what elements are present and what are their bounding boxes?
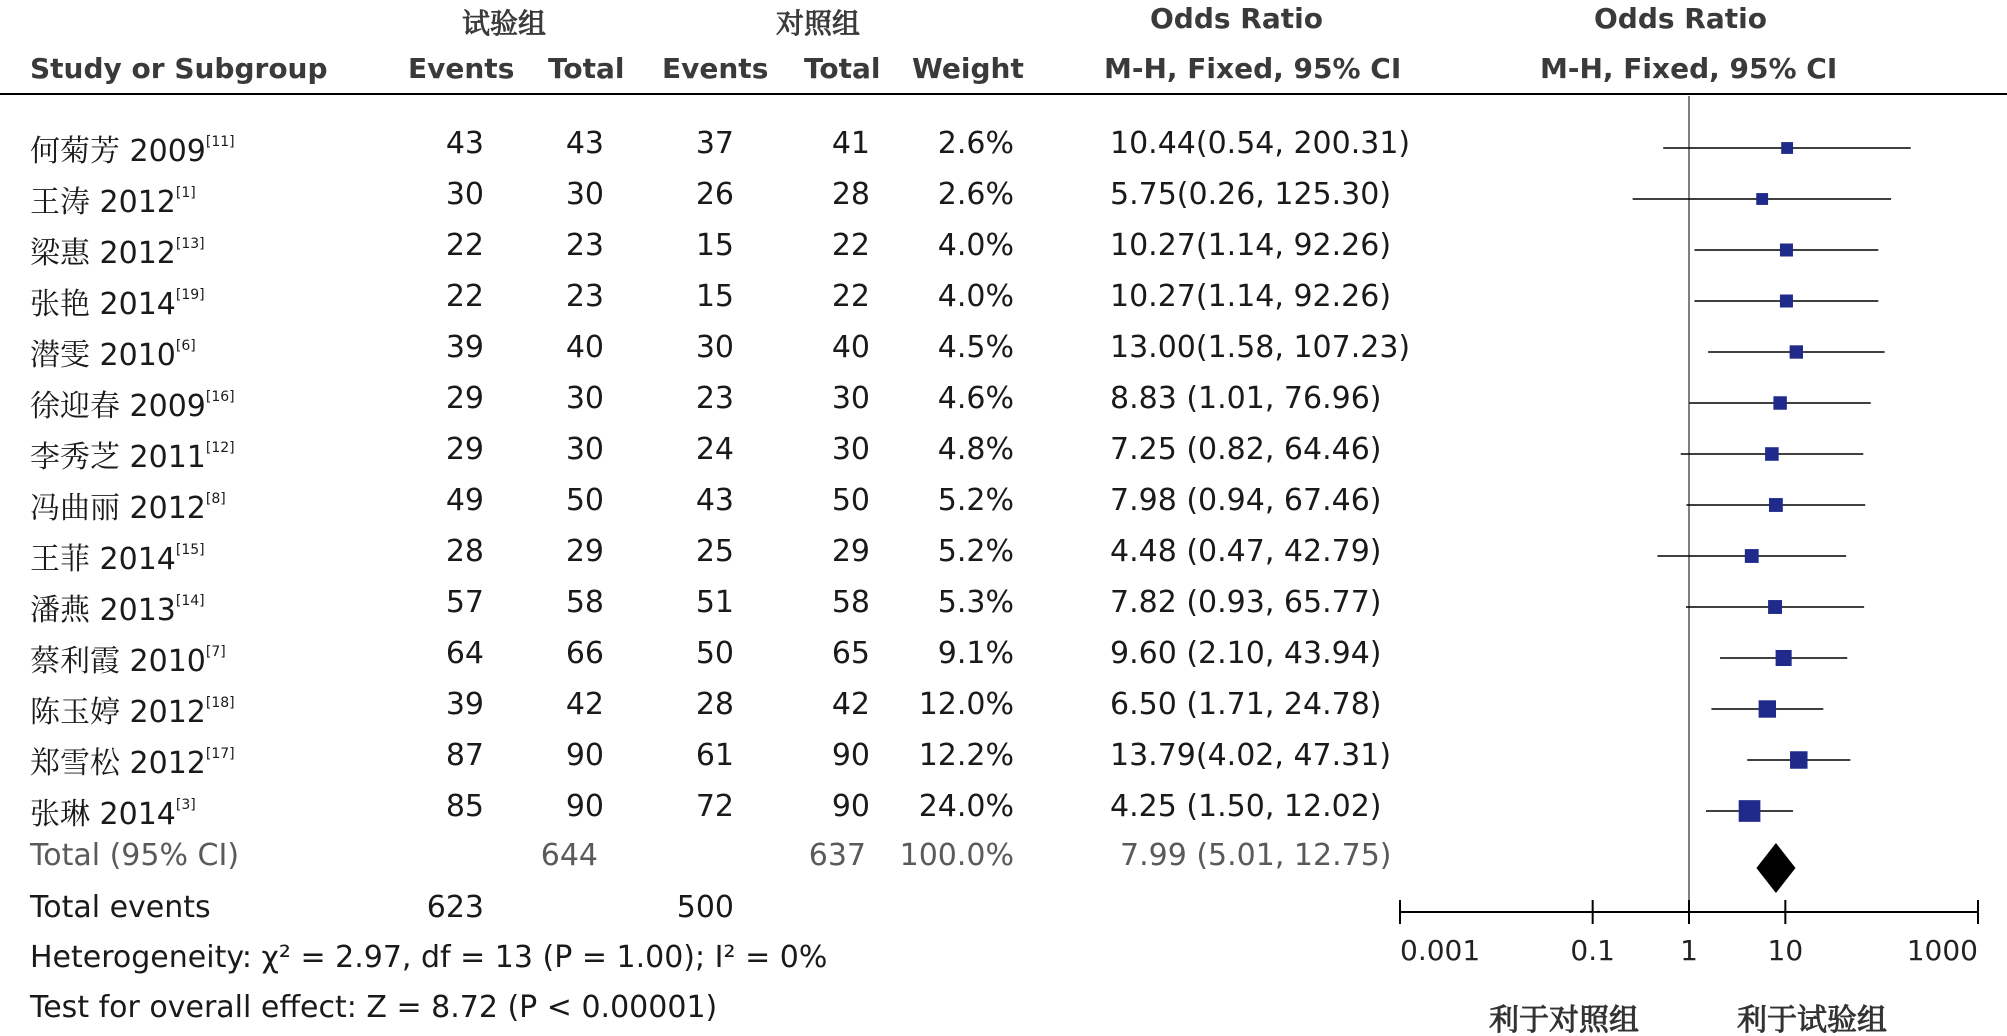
total-exp: 30 [565, 381, 604, 416]
study-name-text: 徐迎春 2009 [30, 389, 206, 424]
study-marker [1776, 650, 1792, 666]
weight: 2.6% [937, 177, 1014, 212]
total-ctrl: 90 [831, 789, 870, 824]
study-ref: [8] [205, 491, 226, 507]
weight: 9.1% [937, 636, 1014, 671]
weight: 5.2% [937, 534, 1014, 569]
total-ctrl: 30 [831, 381, 870, 416]
weight: 4.0% [937, 228, 1014, 263]
favours-control-label: 利于对照组 [1489, 1003, 1639, 1036]
study-ref: [6] [175, 338, 196, 354]
total-events-e2: 500 [676, 890, 734, 925]
or-ci: 5.75(0.26, 125.30) [1110, 177, 1392, 212]
or-ci: 4.48 (0.47, 42.79) [1110, 534, 1382, 569]
weight: 24.0% [918, 789, 1014, 824]
events-ctrl: 23 [695, 381, 734, 416]
events-ctrl: 15 [695, 279, 734, 314]
study-marker [1745, 549, 1759, 563]
total-exp: 90 [565, 789, 604, 824]
study-marker [1769, 498, 1783, 512]
events-ctrl: 51 [695, 585, 734, 620]
study-marker [1781, 142, 1793, 154]
header-weight: Weight [912, 52, 1024, 85]
events-ctrl: 25 [695, 534, 734, 569]
events-exp: 57 [445, 585, 484, 620]
total-ctrl: 65 [831, 636, 870, 671]
weight: 2.6% [937, 126, 1014, 161]
study-name-text: 郑雪松 2012 [30, 746, 206, 781]
header-total-ctrl: Total [804, 52, 881, 85]
events-exp: 39 [445, 687, 484, 722]
study-ref: [11] [205, 134, 235, 150]
study-name-text: 潘燕 2013 [30, 593, 176, 628]
weight: 4.5% [937, 330, 1014, 365]
total-exp: 50 [565, 483, 604, 518]
study-name-text: 李秀芝 2011 [30, 440, 206, 475]
events-exp: 22 [445, 279, 484, 314]
total-n1: 644 [540, 838, 598, 873]
study-ref: [19] [175, 287, 205, 303]
total-events-e1: 623 [426, 890, 484, 925]
header-events-exp: Events [408, 52, 515, 85]
total-exp: 90 [565, 738, 604, 773]
favours-experimental-label: 利于试验组 [1737, 1003, 1887, 1036]
study-name-text: 冯曲丽 2012 [30, 491, 206, 526]
header-events-ctrl: Events [662, 52, 769, 85]
total-ctrl: 50 [831, 483, 870, 518]
total-ctrl: 30 [831, 432, 870, 467]
weight: 12.0% [918, 687, 1014, 722]
events-ctrl: 15 [695, 228, 734, 263]
header-or-title-left: Odds Ratio [1150, 2, 1323, 35]
axis-tick-label: 1000 [1906, 934, 1978, 967]
events-ctrl: 26 [695, 177, 734, 212]
weight: 5.3% [937, 585, 1014, 620]
events-ctrl: 61 [695, 738, 734, 773]
study-marker [1773, 396, 1786, 409]
weight: 4.0% [937, 279, 1014, 314]
study-ref: [15] [175, 542, 205, 558]
total-exp: 23 [565, 228, 604, 263]
events-ctrl: 72 [695, 789, 734, 824]
or-ci: 7.98 (0.94, 67.46) [1110, 483, 1382, 518]
header-or-title-right: Odds Ratio [1594, 2, 1767, 35]
total-ci: 7.99 (5.01, 12.75) [1120, 838, 1392, 873]
total-ctrl: 22 [831, 228, 870, 263]
events-exp: 29 [445, 381, 484, 416]
events-exp: 43 [445, 126, 484, 161]
events-exp: 64 [445, 636, 484, 671]
study-ref: [14] [175, 593, 205, 609]
or-ci: 13.79(4.02, 47.31) [1110, 738, 1392, 773]
study-marker [1790, 751, 1807, 768]
events-exp: 39 [445, 330, 484, 365]
events-exp: 87 [445, 738, 484, 773]
total-ctrl: 40 [831, 330, 870, 365]
total-exp: 40 [565, 330, 604, 365]
total-n2: 637 [808, 838, 866, 873]
events-exp: 30 [445, 177, 484, 212]
study-ref: [3] [175, 797, 196, 813]
weight: 5.2% [937, 483, 1014, 518]
total-label: Total (95% CI) [30, 838, 240, 873]
header-group-experimental: 试验组 [462, 7, 547, 40]
study-marker [1780, 295, 1793, 308]
study-name-text: 蔡利霞 2010 [30, 644, 206, 679]
study-ref: [13] [175, 236, 205, 252]
total-exp: 42 [565, 687, 604, 722]
events-ctrl: 50 [695, 636, 734, 671]
events-ctrl: 43 [695, 483, 734, 518]
study-marker [1765, 447, 1779, 461]
events-exp: 29 [445, 432, 484, 467]
events-ctrl: 28 [695, 687, 734, 722]
study-name-text: 王涛 2012 [30, 185, 176, 220]
study-name-text: 潜雯 2010 [30, 338, 176, 373]
total-exp: 30 [565, 432, 604, 467]
events-ctrl: 30 [695, 330, 734, 365]
study-marker [1790, 345, 1803, 358]
overall-effect-text: Test for overall effect: Z = 8.72 (P < 0.00001) [30, 990, 718, 1025]
or-ci: 7.25 (0.82, 64.46) [1110, 432, 1382, 467]
axis-tick-label: 10 [1767, 934, 1804, 967]
weight: 4.6% [937, 381, 1014, 416]
or-ci: 10.27(1.14, 92.26) [1110, 279, 1392, 314]
study-name-text: 梁惠 2012 [30, 236, 176, 271]
header-study-col: Study or Subgroup [30, 52, 328, 85]
study-marker [1739, 800, 1761, 822]
study-name-text: 张琳 2014 [30, 797, 176, 832]
study-marker [1780, 244, 1793, 257]
study-ref: [16] [205, 389, 235, 405]
axis-tick-label: 0.1 [1570, 934, 1615, 967]
axis-tick-label: 0.001 [1400, 934, 1481, 967]
header-group-control: 对照组 [776, 7, 861, 40]
or-ci: 10.44(0.54, 200.31) [1110, 126, 1411, 161]
header-or-sub-right: M-H, Fixed, 95% CI [1540, 52, 1838, 85]
study-name-text: 王菲 2014 [30, 542, 176, 577]
total-exp: 23 [565, 279, 604, 314]
study-marker [1768, 600, 1782, 614]
total-ctrl: 41 [831, 126, 870, 161]
or-ci: 13.00(1.58, 107.23) [1110, 330, 1411, 365]
total-exp: 29 [565, 534, 604, 569]
header-or-sub-left: M-H, Fixed, 95% CI [1104, 52, 1402, 85]
axis-tick-label: 1 [1680, 934, 1698, 967]
total-ctrl: 29 [831, 534, 870, 569]
or-ci: 4.25 (1.50, 12.02) [1110, 789, 1382, 824]
total-ctrl: 42 [831, 687, 870, 722]
total-ctrl: 22 [831, 279, 870, 314]
events-exp: 85 [445, 789, 484, 824]
total-exp: 30 [565, 177, 604, 212]
weight: 12.2% [918, 738, 1014, 773]
total-exp: 58 [565, 585, 604, 620]
study-name-text: 何菊芳 2009 [30, 134, 206, 169]
header-total-exp: Total [548, 52, 625, 85]
total-events-label: Total events [30, 890, 211, 925]
events-exp: 22 [445, 228, 484, 263]
total-weight: 100.0% [899, 838, 1014, 873]
study-marker [1759, 700, 1776, 717]
total-ctrl: 28 [831, 177, 870, 212]
study-ref: [7] [205, 644, 226, 660]
or-ci: 9.60 (2.10, 43.94) [1110, 636, 1382, 671]
or-ci: 6.50 (1.71, 24.78) [1110, 687, 1382, 722]
study-marker [1756, 193, 1768, 205]
study-name-text: 陈玉婷 2012 [30, 695, 206, 730]
events-exp: 28 [445, 534, 484, 569]
or-ci: 10.27(1.14, 92.26) [1110, 228, 1392, 263]
events-ctrl: 37 [695, 126, 734, 161]
study-ref: [18] [205, 695, 235, 711]
events-ctrl: 24 [695, 432, 734, 467]
pooled-diamond [1756, 843, 1795, 893]
total-exp: 66 [565, 636, 604, 671]
heterogeneity-text: Heterogeneity: χ² = 2.97, df = 13 (P = 1.00); I² = 0% [30, 940, 828, 975]
study-ref: [12] [205, 440, 235, 456]
total-exp: 43 [565, 126, 604, 161]
weight: 4.8% [937, 432, 1014, 467]
total-ctrl: 90 [831, 738, 870, 773]
study-ref: [1] [175, 185, 196, 201]
study-ref: [17] [205, 746, 235, 762]
study-name-text: 张艳 2014 [30, 287, 176, 322]
or-ci: 8.83 (1.01, 76.96) [1110, 381, 1382, 416]
total-ctrl: 58 [831, 585, 870, 620]
events-exp: 49 [445, 483, 484, 518]
or-ci: 7.82 (0.93, 65.77) [1110, 585, 1382, 620]
